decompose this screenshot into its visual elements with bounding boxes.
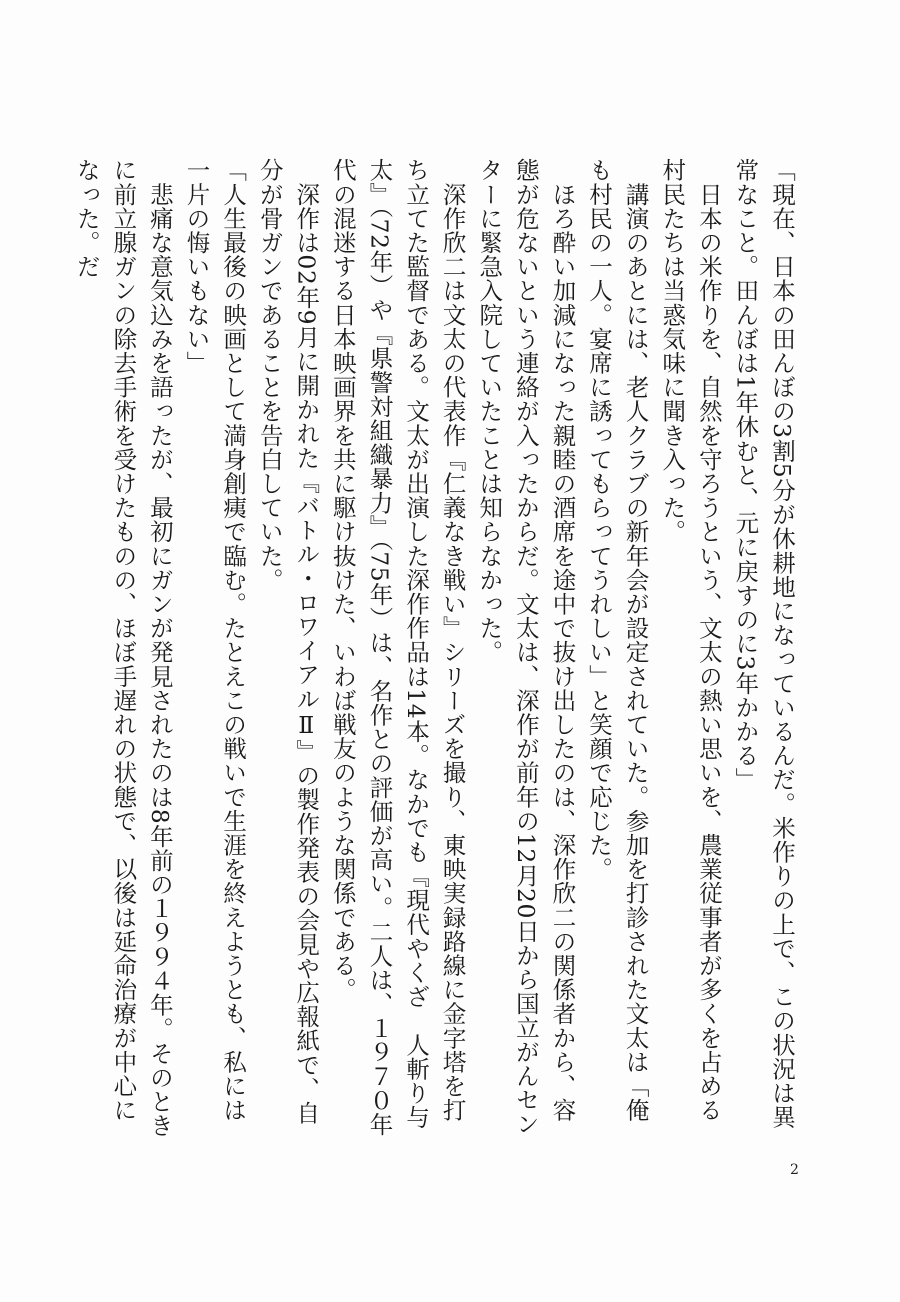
vertical-text-body bbox=[72, 158, 800, 1138]
paragraph-5: 深作欣二は文太の代表作『仁義なき戦い』シリーズを撮り、東映実録路線に金字塔を打ち立てた監督である。文太が出演した深作作品は14本。なかでも『現代やくざ 人斬り与太』（72年）や『県警対組織暴力』（75年）は、名作との評価が高い。二人は、１９７０年代の混迷する日本映画界を共に駆け抜けた、いわば戦友のような関係である。 bbox=[328, 158, 467, 1137]
paragraph-6: 深作は02年9月に開かれた『バトル・ロワイアルⅡ』の製作発表の会見や広報紙で、自分が骨ガンであることを告白していた。 bbox=[255, 158, 321, 1125]
paragraph-8: 悲痛な意気込みを語ったが、最初にガンが発見されたのは8年前の１９９４年。そのときに前立腺ガンの除去手術を受けたものの、ほぼ手遅れの状態で、以後は延命治療が中心になった。だ bbox=[72, 158, 174, 1138]
paragraph-2: 日本の米作りを、自然を守ろうという、文太の熱い思いを、農業従事者が多くを占める村民たちは当惑気味に聞き入った。 bbox=[658, 158, 723, 1122]
paragraph-3: 講演のあとには、老人クラブの新年会が設定されていた。参加を打診された文太は「俺も村民の一人。宴席に誘ってもらってうれしい」と笑顔で応じた。 bbox=[585, 158, 650, 1122]
page-number: 2 bbox=[790, 1162, 799, 1178]
paragraph-7: 「人生最後の映画として満身創痍で臨む。たとえこの戦いで生涯を終えようとも、私には一片の悔いもない」 bbox=[182, 158, 248, 1122]
paragraph-1: 「現在、日本の田んぼの3割5分が休耕地になっているんだ。米作りの上で、この状況は異常なこと。田んぼは1年休むと、元に戻すのに3年かかる」 bbox=[731, 158, 796, 1130]
paragraph-4: ほろ酔い加減になった親睦の酒席を途中で抜け出したのは、深作欣二の関係者から、容態が危ないという連絡が入ったからだ。文太は、深作が前年の12月20日から国立がんセンターに緊急入院していたことは知らなかった。 bbox=[475, 158, 577, 1137]
